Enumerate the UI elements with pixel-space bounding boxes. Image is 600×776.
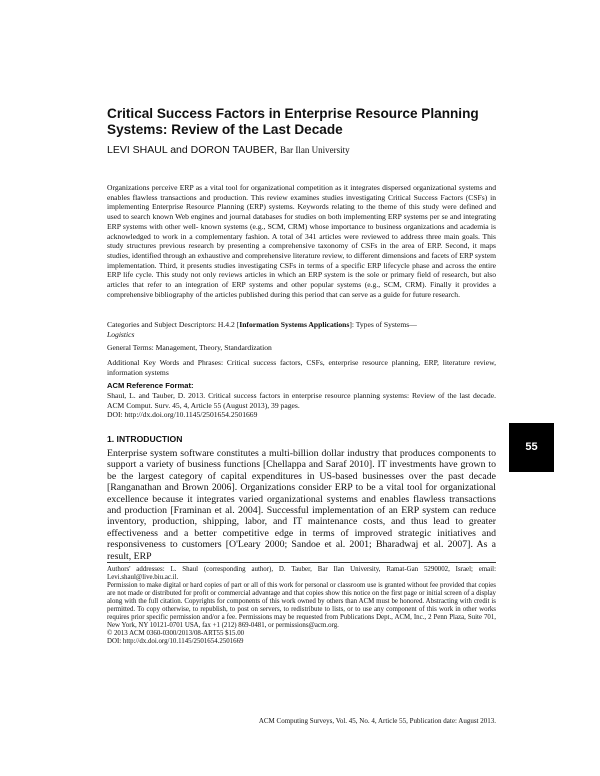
ccs-prefix: Categories and Subject Descriptors: H.4.2 [ — [107, 320, 240, 329]
reference-doi[interactable]: DOI: http://dx.doi.org/10.1145/2501654.2501669 — [107, 410, 258, 420]
footnotes — [107, 566, 496, 646]
footnote-divider — [107, 562, 496, 563]
keywords: Additional Key Words and Phrases: Critical success factors, CSFs, enterprise resource planning, ERP, literature review, information systems — [107, 358, 496, 377]
running-footer: ACM Computing Surveys, Vol. 45, No. 4, Article 55, Publication date: August 2013. — [258, 717, 496, 725]
reference-citation: Shaul, L. and Tauber, D. 2013. Critical success factors in enterprise resource planning systems: Review of the last decade. ACM Comput. Surv. 45, 4, Article 55 (August 2013), 39 pages. — [107, 391, 496, 410]
author-names: LEVI SHAUL and DORON TAUBER, — [107, 144, 278, 156]
section-heading-introduction: 1. INTRODUCTION — [107, 434, 183, 444]
footnote-copyright: © 2013 ACM 0360-0300/2013/08-ART55 $15.00 — [107, 630, 245, 638]
paper-title: Critical Success Factors in Enterprise Resource Planning Systems: Review of the Last Decade — [107, 106, 479, 137]
article-number: 55 — [525, 441, 538, 453]
general-terms: General Terms: Management, Theory, Standardization — [107, 343, 272, 352]
ccs-concepts — [107, 320, 496, 339]
abstract: Organizations perceive ERP as a vital tool for organizational competition as it integrates dispersed organizational systems and enables flawless transactions and production. This review examines studies investigating Critical Success Factors (CSFs) in implementing Enterprise Resource Planning (ERP) systems. Keywords relating to the theme of this study were defined and used to search known Web engines and journal databases for studies on both implementing ERP systems per se and integrating ERP systems with other well- known systems (e.g., SCM, CRM) whose importance to business organizations and academia is acknowledged to work in a complementary fashion. A total of 341 articles were reviewed to address three main goals. This study structures previous research by presenting a comprehensive taxonomy of CSFs in the area of ERP. Second, it maps studies, identified through an exhaustive and comprehensive literature review, to different dimensions and facets of ERP system implementation. Third, it presents studies investigating CSFs in terms of a specific ERP lifecycle phase and across the entire ERP life cycle. This study not only reviews articles in which an ERP system is the sole or primary field of research, but also articles that refer to an integration of ERP systems and other popular systems (e.g., SCM, CRM). Finally it provides a comprehensive bibliography of the articles published during this period that can serve as a guide for future research. — [107, 183, 496, 299]
author-affiliation: Bar Ilan University — [280, 145, 350, 155]
footnote-doi[interactable]: DOI: http://dx.doi.org/10.1145/2501654.2501669 — [107, 638, 244, 646]
reference-format-heading: ACM Reference Format: — [107, 381, 194, 390]
ccs-subcategory: Logistics — [107, 329, 135, 339]
ccs-suffix: ]: Types of Systems— — [349, 320, 417, 329]
footnote-permissions: Permission to make digital or hard copies of part or all of this work for personal or classroom use is granted without fee provided that copies are not made or distributed for profit or commercial advantage and that copies show this notice on the first page or initial screen of a display along with the full citation. Copyrights for components of this work owned by others than ACM must be honored. Abstracting with credit is permitted. To copy otherwise, to republish, to post on servers, to redistribute to lists, or to use any component of this work in other works requires prior specific permission and/or a fee. Permissions may be requested from Publications Dept., ACM, Inc., 2 Penn Plaza, Suite 701, New York, NY 10121-0701 USA, fax +1 (212) 869-0481, or permissions@acm.org. — [107, 582, 496, 630]
ccs-category: Information Systems Applications — [239, 320, 350, 329]
footnote-addresses: Authors' addresses: L. Shaul (corresponding author), D. Tauber, Bar Ilan University, Ramat-Gan 5290002, Israel; email: Levi.shaul@live.biu.ac.il. — [107, 566, 496, 582]
introduction-paragraph: Enterprise system software constitutes a multi-billion dollar industry that produces components to support a variety of business functions [Chellappa and Saraf 2010]. IT investments have grown to be the largest category of capital expenditures in US-based businesses over the past decade [Ranganathan and Brown 2006]. Organizations consider ERP to be a vital tool for organizational excellence because it integrates varied organizational systems and enables flawless transactions and production [Framinan et al. 2004]. Successful implementation of an ERP system can reduce inventory, production, shipping, labor, and IT maintenance costs, and thus lead to greater effectiveness and a better competitive edge in terms of improved strategic initiatives and responsiveness to customers [O'Leary 2000; Sandoe et al. 2001; Bharadwaj et al. 2007]. As a result, ERP — [107, 448, 496, 562]
author-line — [107, 144, 507, 156]
article-number-tab — [509, 423, 554, 472]
reference-format — [107, 391, 496, 420]
